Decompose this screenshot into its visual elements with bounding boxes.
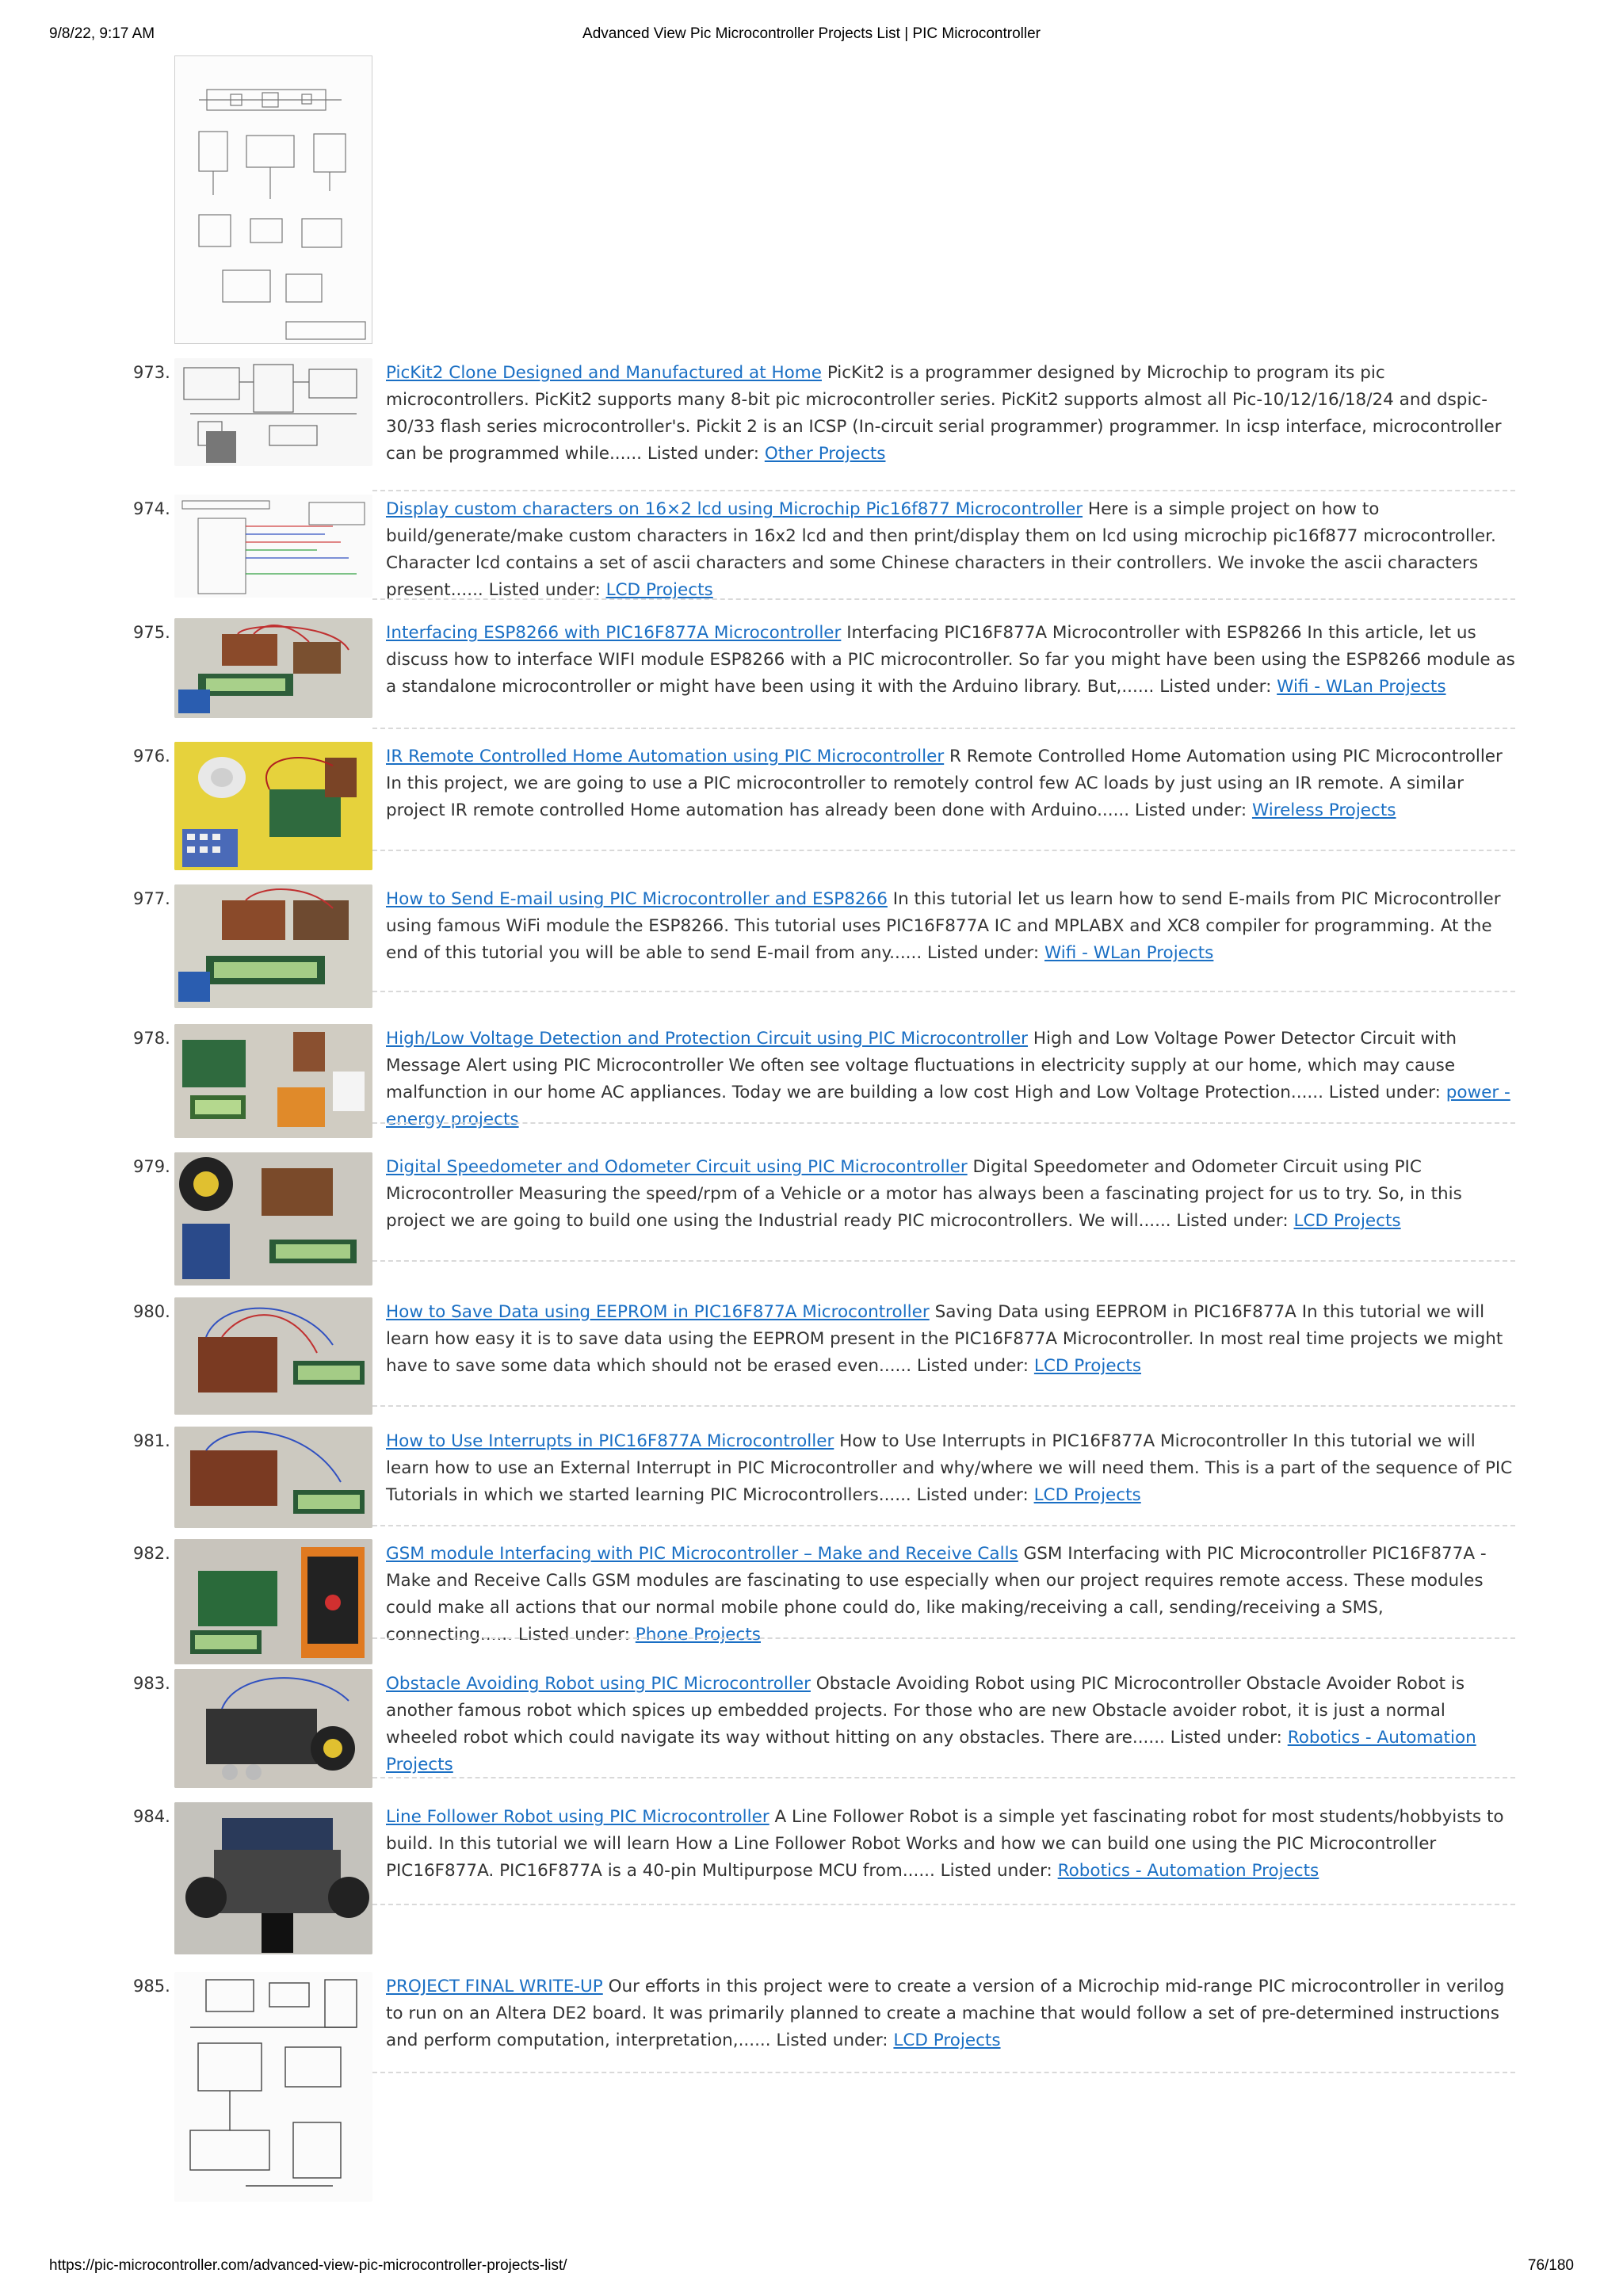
entry-divider xyxy=(372,1405,1515,1407)
previous-entry-schematic-image xyxy=(174,55,372,344)
print-page-number: 76/180 xyxy=(1527,2257,1574,2274)
entry-divider xyxy=(372,850,1515,851)
entry-title-link[interactable]: Line Follower Robot using PIC Microcontroller xyxy=(386,1807,769,1827)
entry-number: 981. xyxy=(133,1431,170,1450)
entry-description: High and Low Voltage Power Detector Circuit with Message Alert using PIC Microcontroller We often see voltage fluctuations in electricity supply at our home, which may cause malfunction in our home AC appliances. Today we are building a low cost High and Low Voltage Protection...... xyxy=(386,1029,1457,1102)
entry-text xyxy=(386,886,1515,967)
entry-divider xyxy=(372,1637,1515,1639)
entry-divider xyxy=(372,991,1515,992)
entry-thumbnail-photo xyxy=(174,1539,372,1664)
entry-category-link[interactable]: Robotics - Automation Projects xyxy=(386,1728,1476,1775)
entry-text xyxy=(386,1973,1515,2054)
listed-under-label: Listed under: xyxy=(927,943,1040,963)
entry-description: Digital Speedometer and Odometer Circuit using PIC Microcontroller Measuring the speed/rpm of a Vehicle or a motor has always been a fascinating project for us to try. So, in this project we are going to build one using the Industrial ready PIC microcontrollers. We will...... xyxy=(386,1157,1462,1231)
entry-number: 978. xyxy=(133,1029,170,1048)
entry-thumbnail-photo xyxy=(174,884,372,1008)
entry-title-link[interactable]: Interfacing ESP8266 with PIC16F877A Microcontroller xyxy=(386,623,842,643)
print-url: https://pic-microcontroller.com/advanced-view-pic-microcontroller-projects-list/ xyxy=(49,2257,567,2274)
entry-title-link[interactable]: How to Use Interrupts in PIC16F877A Microcontroller xyxy=(386,1431,834,1451)
entry-text xyxy=(386,1428,1515,1509)
entry-text xyxy=(386,1026,1515,1133)
entry-thumbnail-photo xyxy=(174,1297,372,1415)
entry-description: Our efforts in this project were to create a version of a Microchip mid-range PIC microcontroller in verilog to run on an Altera DE2 board. It was primarily planned to create a machine that would follow a set of pre-determined instructions and perform computation, interpretation,...... xyxy=(386,1977,1505,2050)
entry-thumbnail-photo xyxy=(174,1802,372,1954)
entry-description: R Remote Controlled Home Automation using PIC Microcontroller In this project, we are going to use a PIC microcontroller to remotely control few AC loads by just using an IR remote. A similar project IR remote controlled Home automation has already been done with Arduino...... xyxy=(386,747,1503,820)
entry-divider xyxy=(372,1260,1515,1262)
entry-number: 975. xyxy=(133,623,170,642)
entry-title-link[interactable]: Display custom characters on 16×2 lcd using Microchip Pic16f877 Microcontroller xyxy=(386,499,1083,519)
entry-description: Obstacle Avoiding Robot using PIC Microcontroller Obstacle Avoider Robot is another famous robot which spices up embedded projects. For those who are new Obstacle avoider robot, it is just a normal wheeled robot which could navigate its way without hitting on any obstacles. There are...... xyxy=(386,1674,1465,1748)
entry-description: Interfacing PIC16F877A Microcontroller with ESP8266 In this article, let us discuss how to interface WIFI module ESP8266 with a PIC microcontroller. So far you might have been using the ESP8266 module as a standalone microcontroller or might have been using it with the Arduino library. But,...... xyxy=(386,623,1515,697)
entry-divider xyxy=(372,1777,1515,1778)
entry-divider xyxy=(372,598,1515,600)
entry-title-link[interactable]: IR Remote Controlled Home Automation using PIC Microcontroller xyxy=(386,747,945,766)
entry-category-link[interactable]: Wireless Projects xyxy=(1251,800,1396,820)
entry-thumbnail-photo xyxy=(174,618,372,718)
entry-text xyxy=(386,743,1515,824)
entry-number: 974. xyxy=(133,499,170,518)
entry-category-link[interactable]: LCD Projects xyxy=(1033,1356,1142,1376)
entry-number: 983. xyxy=(133,1674,170,1693)
entry-divider xyxy=(372,490,1515,491)
entry-divider xyxy=(372,1525,1515,1526)
entry-thumbnail-photo xyxy=(174,1024,372,1138)
listed-under-label: Listed under: xyxy=(647,444,759,464)
entry-text xyxy=(386,620,1515,701)
entry-number: 976. xyxy=(133,747,170,766)
entry-title-link[interactable]: Obstacle Avoiding Robot using PIC Microcontroller xyxy=(386,1674,811,1694)
entry-number: 984. xyxy=(133,1807,170,1826)
listed-under-label: Listed under: xyxy=(488,580,601,600)
entry-thumbnail-schematic xyxy=(174,1972,372,2202)
listed-under-label: Listed under: xyxy=(1170,1728,1282,1748)
entry-thumbnail-photo xyxy=(174,1669,372,1788)
entry-text xyxy=(386,1804,1515,1885)
entry-category-link[interactable]: Wifi - WLan Projects xyxy=(1277,677,1446,697)
listed-under-label: Listed under: xyxy=(1328,1083,1441,1102)
entry-category-link[interactable]: Robotics - Automation Projects xyxy=(1057,1861,1319,1881)
entry-text xyxy=(386,1671,1515,1778)
entry-text xyxy=(386,496,1515,604)
entry-divider xyxy=(372,1904,1515,1905)
entry-divider xyxy=(372,728,1515,729)
entry-thumbnail-photo xyxy=(174,1427,372,1528)
entry-title-link[interactable]: GSM module Interfacing with PIC Microcontroller – Make and Receive Calls xyxy=(386,1544,1018,1564)
entry-number: 973. xyxy=(133,363,170,382)
entry-title-link[interactable]: PicKit2 Clone Designed and Manufactured at Home xyxy=(386,363,822,383)
entry-description: Saving Data using EEPROM in PIC16F877A In this tutorial we will learn how easy it is to save data using the EEPROM present in the PIC16F877A Microcontroller. In most real time projects we might have to save some data which should not be erased even...... xyxy=(386,1302,1503,1376)
entry-title-link[interactable]: PROJECT FINAL WRITE-UP xyxy=(386,1977,603,1996)
entry-category-link[interactable]: LCD Projects xyxy=(893,2030,1001,2050)
entry-thumbnail-schematic xyxy=(174,358,372,466)
entry-number: 979. xyxy=(133,1157,170,1176)
print-datetime: 9/8/22, 9:17 AM xyxy=(49,25,155,42)
entry-description: PicKit2 is a programmer designed by Microchip to program its pic microcontrollers. PicKit2 supports many 8-bit pic microcontroller series. PicKit2 supports almost all Pic-10/12/16/18/24 and dspic-30/33 flash series microcontroller's. Pickit 2 is an ICSP (In-circuit serial programmer) programmer. In icsp interface, microcontroller can be programmed while...... xyxy=(386,363,1502,464)
entry-number: 977. xyxy=(133,889,170,908)
listed-under-label: Listed under: xyxy=(916,1485,1029,1505)
entry-text xyxy=(386,1299,1515,1380)
entry-description: A Line Follower Robot is a simple yet fascinating robot for most students/hobbyists to build. In this tutorial we will learn How a Line Follower Robot Works and how we can build one using the PIC Microcontroller PIC16F877A. PIC16F877A is a 40-pin Multipurpose MCU from...... xyxy=(386,1807,1504,1881)
entry-title-link[interactable]: How to Send E-mail using PIC Microcontroller and ESP8266 xyxy=(386,889,888,909)
print-footer xyxy=(49,2257,1574,2281)
entry-category-link[interactable]: Other Projects xyxy=(764,444,886,464)
listed-under-label: Listed under: xyxy=(1134,800,1247,820)
entry-thumbnail-photo xyxy=(174,1152,372,1286)
listed-under-label: Listed under: xyxy=(940,1861,1052,1881)
print-header xyxy=(49,25,1574,49)
entry-category-link[interactable]: LCD Projects xyxy=(1033,1485,1141,1505)
entry-description: GSM Interfacing with PIC Microcontroller PIC16F877A - Make and Receive Calls GSM modules are fascinating to use especially when our project requires remote access. These modules could make all actions that our normal mobile phone could do, like making/receiving a call, sending/receiving a SMS, connecting...... xyxy=(386,1544,1487,1645)
entry-title-link[interactable]: Digital Speedometer and Odometer Circuit using PIC Microcontroller xyxy=(386,1157,968,1177)
entry-number: 982. xyxy=(133,1544,170,1563)
entry-category-link[interactable]: LCD Projects xyxy=(1293,1211,1401,1231)
entry-text xyxy=(386,1541,1515,1648)
entry-description: How to Use Interrupts in PIC16F877A Microcontroller In this tutorial we will learn how to use an External Interrupt in PIC Microcontroller and why/where we will need them. This is a part of the sequence of PIC Tutorials in which we started learning PIC Microcontrollers...... xyxy=(386,1431,1513,1505)
entry-number: 985. xyxy=(133,1977,170,1996)
listed-under-label: Listed under: xyxy=(776,2030,888,2050)
entry-text xyxy=(386,1154,1515,1235)
listed-under-label: Listed under: xyxy=(916,1356,1029,1376)
entry-thumbnail-schematic xyxy=(174,495,372,598)
entry-description: In this tutorial let us learn how to send E-mails from PIC Microcontroller using famous WiFi module the ESP8266. This tutorial uses PIC16F877A IC and MPLABX and XC8 compiler for programming. At the end of this tutorial you will be able to send E-mail from any...... xyxy=(386,889,1501,963)
entry-category-link[interactable]: power - energy projects xyxy=(386,1083,1510,1129)
entry-category-link[interactable]: Phone Projects xyxy=(635,1625,761,1645)
entry-category-link[interactable]: Wifi - WLan Projects xyxy=(1044,943,1214,963)
entry-category-link[interactable]: LCD Projects xyxy=(605,580,713,600)
entry-title-link[interactable]: How to Save Data using EEPROM in PIC16F877A Microcontroller xyxy=(386,1302,930,1322)
listed-under-label: Listed under: xyxy=(517,1625,630,1645)
entry-text xyxy=(386,360,1515,468)
entry-number: 980. xyxy=(133,1302,170,1321)
entry-title-link[interactable]: High/Low Voltage Detection and Protection Circuit using PIC Microcontroller xyxy=(386,1029,1029,1049)
print-page-title: Advanced View Pic Microcontroller Projects List | PIC Microcontroller xyxy=(582,25,1041,42)
entry-divider xyxy=(372,2072,1515,2073)
entry-divider xyxy=(372,1122,1515,1124)
entry-thumbnail-photo xyxy=(174,742,372,870)
listed-under-label: Listed under: xyxy=(1159,677,1272,697)
entry-description: Here is a simple project on how to build/generate/make custom characters in 16x2 lcd and then print/display them on lcd using microchip pic16f877 microcontroller. Character lcd contains a set of ascii characters and some Chinese characters in their controllers. We invoke the ascii characters present...... xyxy=(386,499,1496,600)
listed-under-label: Listed under: xyxy=(1176,1211,1289,1231)
